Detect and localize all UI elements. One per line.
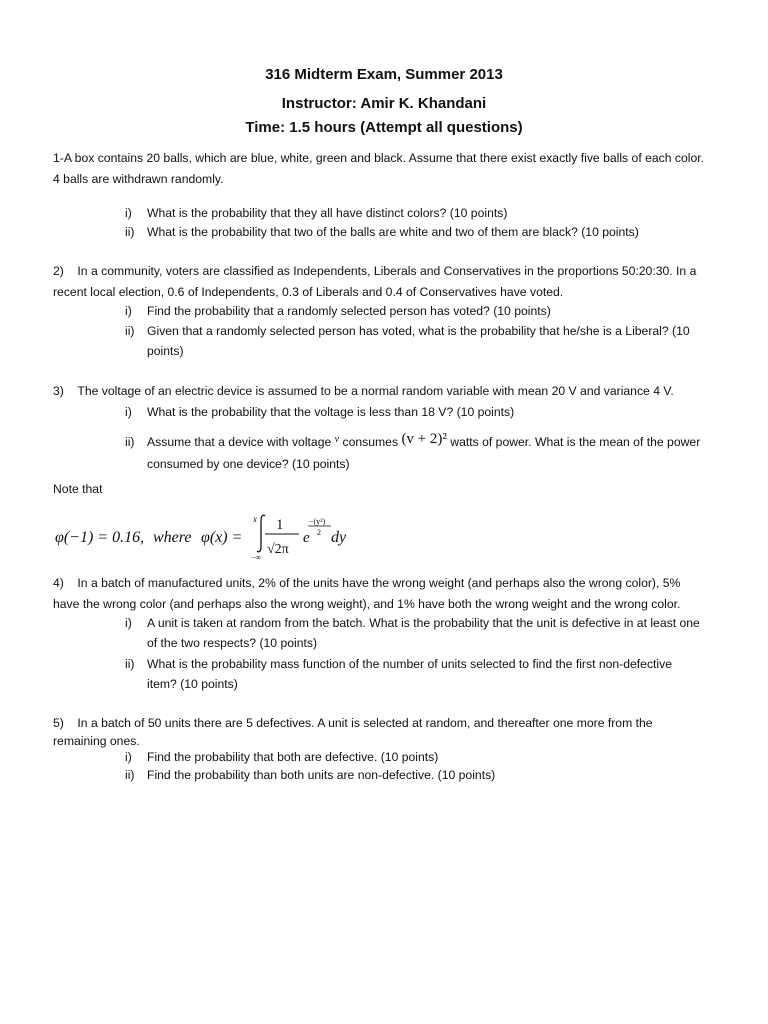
q2-number: 2) bbox=[53, 264, 64, 278]
q4-intro-line1 bbox=[53, 573, 743, 593]
q1-item-i-text: What is the probability that they all have distinct colors? (10 points) bbox=[147, 206, 508, 220]
q5-item-ii-number: ii) bbox=[125, 768, 135, 782]
q4-item-ii-text-line1: What is the probability mass function of the number of units selected to find the first non-defective bbox=[147, 657, 673, 671]
q3-item-i-text: What is the probability that the voltage is less than 18 V? (10 points) bbox=[147, 405, 515, 419]
note-label: Note that bbox=[53, 482, 103, 496]
exponential-base: e bbox=[303, 530, 310, 546]
exponent-numerator: −(y²) bbox=[309, 517, 326, 526]
q4-item-i-text-line2: of the two respects? (10 points) bbox=[147, 636, 318, 650]
q5-item-i bbox=[125, 747, 745, 767]
voltage-variable: v bbox=[334, 434, 340, 445]
q2-item-ii-text-line1: Given that a randomly selected person has voted, what is the probability that he/she is a Liberal? (10 bbox=[147, 324, 690, 338]
instructor-line: Instructor: Amir K. Khandani bbox=[281, 95, 487, 112]
fraction-numerator: 1 bbox=[276, 517, 284, 533]
q5-item-i-number: i) bbox=[125, 750, 132, 764]
q4-item-ii bbox=[125, 654, 745, 694]
q2-intro-text: In a community, voters are classified as Independents, Liberals and Conservatives in the proportions 50:20:30. In a bbox=[77, 264, 697, 278]
q4-item-i-text-line1: A unit is taken at random from the batch. What is the probability that the unit is defective in at least one bbox=[147, 616, 700, 630]
q2-item-i-text: Find the probability that a randomly selected person has voted? (10 points) bbox=[147, 304, 551, 318]
q4-intro-line2: have the wrong color (and perhaps also the wrong weight), and 1% have both the wrong weight and the wrong color. bbox=[53, 597, 681, 611]
integral-lower: −∞ bbox=[251, 553, 262, 561]
q3-item-i-number: i) bbox=[125, 405, 132, 419]
q4-item-i-number: i) bbox=[125, 616, 132, 630]
q3-intro bbox=[53, 381, 743, 401]
q5-intro-line2: remaining ones. bbox=[53, 734, 140, 748]
power-expression: (v + 2)² bbox=[401, 431, 447, 447]
q1-intro-line1: 1-A box contains 20 balls, which are blue, white, green and black. Assume that there exist exactly five balls of each color. bbox=[53, 151, 705, 165]
formula-dy: dy bbox=[331, 529, 347, 546]
q3-item-ii-mid: consumes bbox=[342, 435, 399, 449]
q3-item-ii-text-line1 bbox=[147, 432, 745, 454]
q4-item-i bbox=[125, 613, 745, 653]
q1-intro-line2: 4 balls are withdrawn randomly. bbox=[53, 172, 224, 186]
integral-upper: x bbox=[253, 514, 257, 524]
q2-item-i bbox=[125, 301, 745, 321]
q4-number: 4) bbox=[53, 576, 64, 590]
q3-item-i bbox=[125, 402, 745, 422]
q5-intro-text: In a batch of 50 units there are 5 defectives. A unit is selected at random, and thereafter one more from the bbox=[77, 716, 653, 730]
q5-number: 5) bbox=[53, 716, 64, 730]
q3-item-ii-post: watts of power. What is the mean of the power bbox=[450, 435, 701, 449]
q3-item-ii-pre: Assume that a device with voltage bbox=[147, 435, 332, 449]
q2-item-ii-number: ii) bbox=[125, 324, 135, 338]
q5-intro-line1 bbox=[53, 713, 743, 733]
q3-item-ii-number: ii) bbox=[125, 435, 135, 449]
q1-item-ii-number: ii) bbox=[125, 225, 135, 239]
q1-item-ii bbox=[125, 222, 745, 242]
q3-item-ii-text-line2: consumed by one device? (10 points) bbox=[147, 457, 350, 471]
integral-sign-icon bbox=[257, 515, 265, 552]
q3-intro-text: The voltage of an electric device is assumed to be a normal random variable with mean 20 V and variance 4 V. bbox=[77, 384, 674, 398]
q2-item-i-number: i) bbox=[125, 304, 132, 318]
q1-item-i bbox=[125, 203, 745, 223]
formula-func: φ(x) = bbox=[201, 529, 243, 546]
q5-item-ii-text: Find the probability than both units are non-defective. (10 points) bbox=[147, 768, 496, 782]
q3-number: 3) bbox=[53, 384, 64, 398]
time-line: Time: 1.5 hours (Attempt all questions) bbox=[245, 119, 523, 136]
q4-item-ii-number: ii) bbox=[125, 657, 135, 671]
formula-lhs: φ(−1) = 0.16, bbox=[55, 529, 145, 546]
q2-item-ii bbox=[125, 321, 745, 361]
q1-item-ii-text: What is the probability that two of the balls are white and two of them are black? (10 points) bbox=[147, 225, 639, 239]
formula-where: where bbox=[153, 529, 192, 546]
q4-intro-text: In a batch of manufactured units, 2% of the units have the wrong weight (and perhaps also the wrong color), 5% bbox=[77, 576, 681, 590]
q3-item-ii bbox=[125, 432, 745, 474]
exponent-denominator: 2 bbox=[317, 528, 321, 537]
exam-title: 316 Midterm Exam, Summer 2013 bbox=[265, 66, 503, 83]
q5-item-i-text: Find the probability that both are defective. (10 points) bbox=[147, 750, 439, 764]
q2-intro-line1 bbox=[53, 261, 743, 281]
q4-item-ii-text-line2: item? (10 points) bbox=[147, 677, 238, 691]
q1-item-i-number: i) bbox=[125, 206, 132, 220]
q5-item-ii bbox=[125, 765, 745, 785]
phi-formula bbox=[55, 509, 365, 561]
q2-intro-line2: recent local election, 0.6 of Independents, 0.3 of Liberals and 0.4 of Conservatives have voted. bbox=[53, 285, 564, 299]
q2-item-ii-text-line2: points) bbox=[147, 344, 184, 358]
fraction-denominator: √2π bbox=[267, 542, 289, 557]
